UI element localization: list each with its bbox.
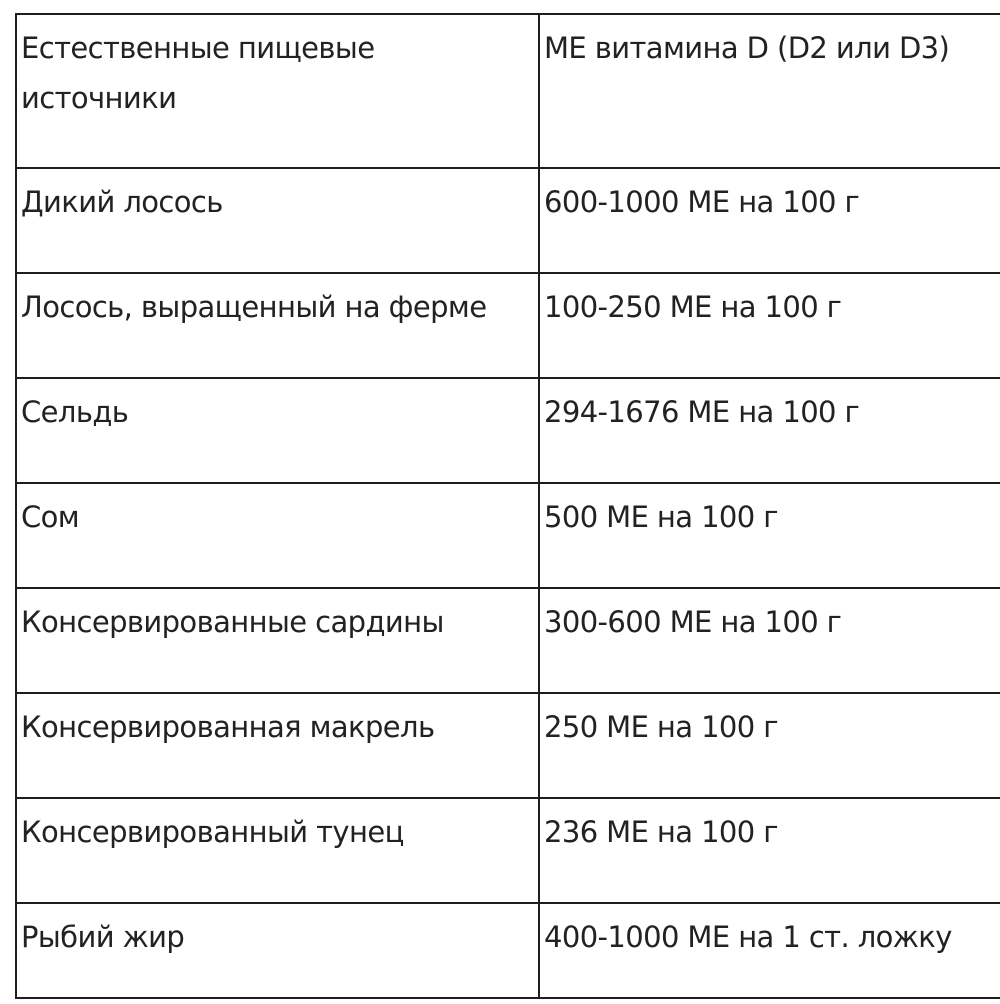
cell-amount: 250 МЕ на 100 г (539, 693, 1000, 798)
cell-amount: 236 МЕ на 100 г (539, 798, 1000, 903)
table-row (16, 273, 1000, 378)
cell-source: Сом (16, 483, 539, 588)
table-row (16, 798, 1000, 903)
cell-source: Лосось, выращенный на ферме (16, 273, 539, 378)
cell-source: Дикий лосось (16, 168, 539, 273)
cell-source: Консервированная макрель (16, 693, 539, 798)
table-row (16, 693, 1000, 798)
cell-amount: 100-250 МЕ на 100 г (539, 273, 1000, 378)
table-row (16, 483, 1000, 588)
table-header-row (16, 14, 1000, 168)
cell-source: Сельдь (16, 378, 539, 483)
cell-amount: 500 МЕ на 100 г (539, 483, 1000, 588)
table-row (16, 168, 1000, 273)
cell-source: Рыбий жир (16, 903, 539, 998)
table-row (16, 378, 1000, 483)
cell-amount: 400-1000 МЕ на 1 ст. ложку (539, 903, 1000, 998)
table-row (16, 903, 1000, 998)
cell-source: Консервированные сардины (16, 588, 539, 693)
header-cell-source: Естественные пищевые источники (16, 14, 539, 168)
vitamin-d-table-container (15, 13, 1000, 999)
header-cell-amount: МЕ витамина D (D2 или D3) (539, 14, 1000, 168)
cell-amount: 294-1676 МЕ на 100 г (539, 378, 1000, 483)
vitamin-d-sources-table (15, 13, 1000, 999)
table-row (16, 588, 1000, 693)
cell-amount: 600-1000 МЕ на 100 г (539, 168, 1000, 273)
cell-amount: 300-600 МЕ на 100 г (539, 588, 1000, 693)
cell-source: Консервированный тунец (16, 798, 539, 903)
